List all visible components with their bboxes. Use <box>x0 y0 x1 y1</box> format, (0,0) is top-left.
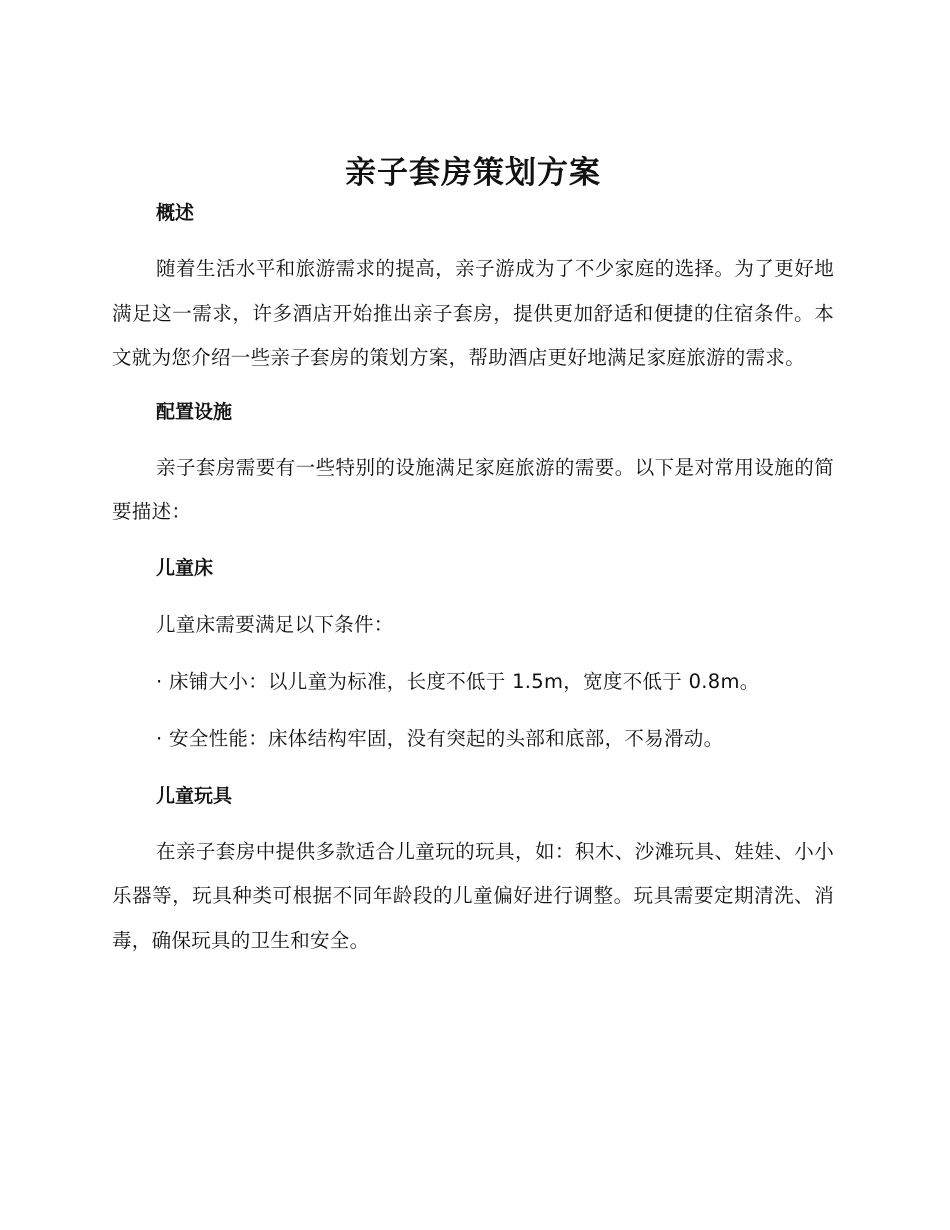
section-heading-bed: 儿童床 <box>156 556 214 579</box>
overview-paragraph: 随着生活水平和旅游需求的提高，亲子游成为了不少家庭的选择。为了更好地满足这一需求，许多酒店开始推出亲子套房，提供更加舒适和便捷的住宿条件。本文就为您介绍一些亲子套房的策划方案，帮助酒店更好地满足家庭旅游的需求。 <box>112 257 834 369</box>
bed-size-bullet: · 床铺大小：以儿童为标准，长度不低于 1.5m，宽度不低于 0.8m。 <box>156 669 760 693</box>
document-page <box>112 148 834 963</box>
section-heading-toys: 儿童玩具 <box>156 784 233 807</box>
section-heading-facilities: 配置设施 <box>156 400 233 423</box>
document-title: 亲子套房策划方案 <box>345 155 601 191</box>
bed-safety-bullet: · 安全性能：床体结构牢固，没有突起的头部和底部，不易滑动。 <box>156 726 724 750</box>
bed-intro-text: 儿童床需要满足以下条件： <box>156 612 394 636</box>
toys-paragraph: 在亲子套房中提供多款适合儿童玩的玩具，如：积木、沙滩玩具、娃娃、小小乐器等，玩具种类可根据不同年龄段的儿童偏好进行调整。玩具需要定期清洗、消毒，确保玩具的卫生和安全。 <box>112 839 834 952</box>
facilities-paragraph: 亲子套房需要有一些特别的设施满足家庭旅游的需要。以下是对常用设施的简要描述： <box>112 455 834 523</box>
section-heading-overview: 概述 <box>156 202 195 224</box>
